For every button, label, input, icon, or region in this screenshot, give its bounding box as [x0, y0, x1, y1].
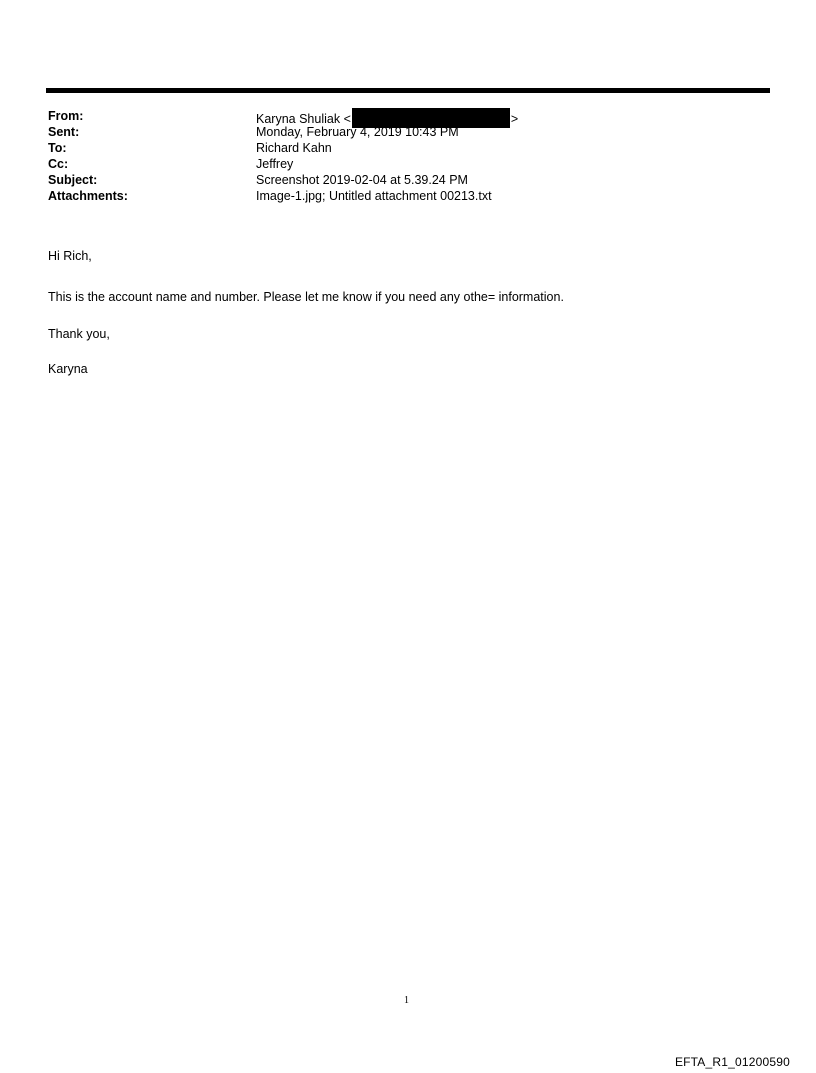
- cc-label: Cc:: [48, 157, 69, 171]
- bates-number: EFTA_R1_01200590: [674, 1055, 790, 1069]
- attachments-value: Image-1.jpg; Untitled attachment 00213.txt: [256, 189, 492, 203]
- email-close-bracket: >: [510, 112, 519, 126]
- email-header: [48, 108, 748, 204]
- page-number: 1: [404, 995, 409, 1006]
- body-paragraph: This is the account name and number. Please let me know if you need any othe= information.: [48, 290, 564, 304]
- cc-value: Jeffrey: [256, 157, 294, 171]
- email-open-bracket: <: [343, 112, 351, 126]
- closing: Thank you,: [48, 327, 110, 341]
- from-row: [48, 108, 748, 124]
- sent-row: [48, 124, 748, 140]
- signature: Karyna: [48, 362, 88, 376]
- attachments-label: Attachments:: [48, 189, 128, 203]
- to-value: Richard Kahn: [256, 141, 332, 155]
- to-row: [48, 140, 748, 156]
- subject-row: [48, 172, 748, 188]
- from-label: From:: [48, 109, 84, 123]
- sender-name: Karyna Shuliak: [256, 112, 341, 126]
- header-divider: [46, 88, 770, 93]
- sent-label: Sent:: [48, 125, 80, 139]
- sent-value: Monday, February 4, 2019 10:43 PM: [256, 125, 459, 139]
- greeting: Hi Rich,: [48, 249, 92, 263]
- attachments-row: [48, 188, 748, 204]
- to-label: To:: [48, 141, 67, 155]
- subject-value: Screenshot 2019-02-04 at 5.39.24 PM: [256, 173, 468, 187]
- subject-label: Subject:: [48, 173, 98, 187]
- cc-row: [48, 156, 748, 172]
